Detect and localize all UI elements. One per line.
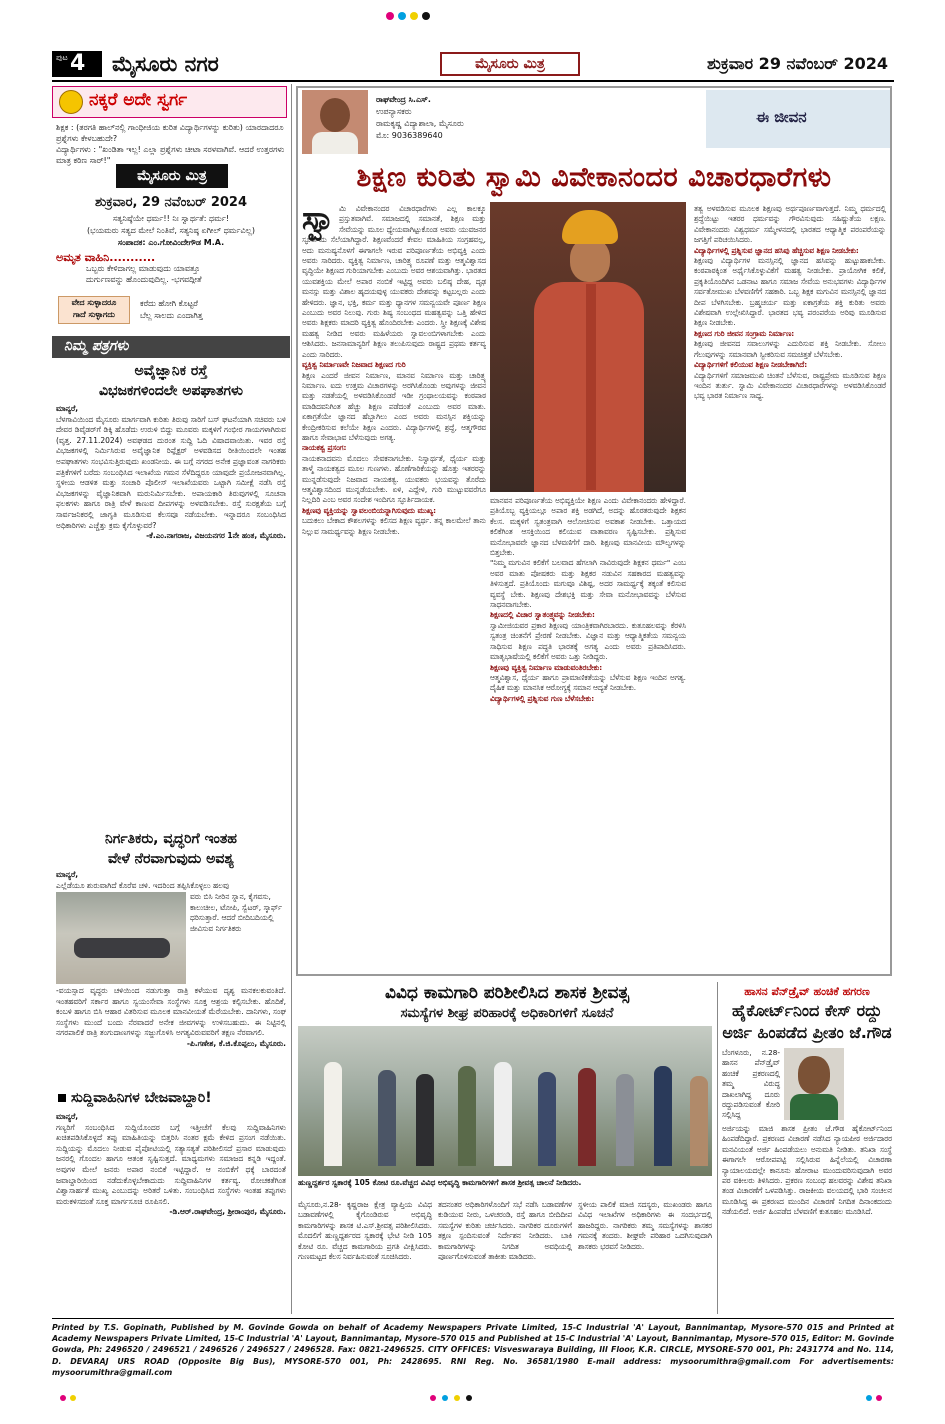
feature-paragraph: ಆತ್ಮವಿಶ್ವಾಸ, ಧೈರ್ಯ ಹಾಗೂ ಪ್ರಾಮಾಣಿಕತೆಯನ್ನು ಬೆಳೆಸುವ ಶಿಕ್ಷಣ ಇಂದಿನ ಅಗತ್ಯ. ದೈಹಿಕ ಮತ್ತು ಮಾನಸಿಕ ಆರೋಗ್ಯಕ್ಕೆ ಸಮಾನ ಆದ್ಯತೆ ನೀಡಬೇಕು. [490,672,686,693]
letters-header [52,336,290,358]
letter-paragraph: ಗಣ್ಯರಿಗೆ ಸಂಬಂಧಿಸಿದ ಸುದ್ದಿಯೊಂದರ ಬಗ್ಗೆ ಇತ್ತೀಚೆಗೆ ಕೆಲವು ಸುದ್ದಿವಾಹಿನಿಗಳು ಖಚಿತಪಡಿಸಿಕೊಳ್ಳದೆ ತಪ್ಪು ಮಾಹಿತಿಯನ್ನು ಬಿತ್ತರಿಸಿ ನಂತರ ಕ್ಷಮೆ ಕೇಳಿದ ಪ್ರಸಂಗ ನಡೆಯಿತು. ಸುದ್ದಿಯನ್ನು ಮೊದಲು ನೀಡುವ ಪೈಪೋಟಿಯಲ್ಲಿ ಸತ್ಯಾಸತ್ಯತೆ ಪರಿಶೀಲಿಸದೆ ಪ್ರಸಾರ ಮಾಡುವುದು ಜನರಲ್ಲಿ ಗೊಂದಲ ಹಾಗೂ ಆತಂಕ ಸೃಷ್ಟಿಸುತ್ತದೆ. ಮಾಧ್ಯಮಗಳು ಸಮಾಜದ ಕನ್ನಡಿ ಇದ್ದಂತೆ. ಅವುಗಳ ಮೇಲೆ ಜನರು ಅಪಾರ ನಂಬಿಕೆ ಇಟ್ಟಿದ್ದಾರೆ. ಆ ನಂಬಿಕೆಗೆ ಧಕ್ಕೆ ಬಾರದಂತೆ ಜವಾಬ್ದಾರಿಯಿಂದ ನಡೆದುಕೊಳ್ಳಬೇಕಾದುದು ಸುದ್ದಿವಾಹಿನಿಗಳ ಕರ್ತವ್ಯ. ರೋಚಕತೆಗಿಂತ ವಿಶ್ವಾಸಾರ್ಹತೆ ಮುಖ್ಯ ಎಂಬುದನ್ನು ಅರಿತರೆ ಒಳಿತು. ಸಂಬಂಧಿಸಿದ ಸಂಸ್ಥೆಗಳು ಇಂತಹ ತಪ್ಪುಗಳು ಮರುಕಳಿಸದಂತೆ ಸೂಕ್ತ ಮಾರ್ಗಸೂಚಿ ರೂಪಿಸಲಿ. [56,1122,286,1206]
registration-mark [876,1395,882,1401]
brand-logo: ಮೈಸೂರು ಮಿತ್ರ [116,164,228,188]
preetham-gowda-photo [784,1048,844,1120]
laughing-face-icon [59,90,83,114]
feature-subhead: ನಾಯಕತ್ವ ಪ್ರಸಂಗ: [302,443,347,453]
proverb-label-line: ಗಾದೆ ಸುಳ್ಳಾಗದು [73,310,115,319]
registration-mark [454,1395,460,1401]
proverb-line: ಕರೆದು ಹೋಗಿ ಕೊಟ್ಟರೆ [140,299,198,308]
news-headline: ಅರ್ಜಿ ಹಿಂಪಡೆದ ಪ್ರೀತಂ ಜೆ.ಗೌಡ [722,1023,892,1042]
letter-body [56,1112,286,1312]
joke-title: ನಕ್ಕರೆ ಅದೇ ಸ್ವರ್ಗ [89,90,188,110]
photo-sleeping-man [56,892,186,984]
brand-motto [56,213,286,249]
joke-line: ಶಿಕ್ಷಕ : (ತರಗತಿ ಹಾಲ್‌ನಲ್ಲಿ ಗಾಂಧೀಜಿಯ ಕುರಿತ ವಿದ್ಯಾರ್ಥಿಗಳನ್ನು ಕುರಿತು) ಯಾರದಾದರೂ ಪ್ರಶ್ನೆಗಳು ಕೇಳಬಹುದೇ? [56,123,284,143]
feature-paragraph: ವಿದ್ಯಾರ್ಥಿಗಳಿಗೆ ಸಮಾಜಮುಖಿ ಚಿಂತನೆ ಬೆಳೆಸುವ, ರಾಷ್ಟ್ರಪ್ರೇಮ ಮೂಡಿಸುವ ಶಿಕ್ಷಣ ಇಂದಿನ ತುರ್ತು. ಸ್ವಾಮಿ ವಿವೇಕಾನಂದರ ವಿಚಾರಧಾರೆಗಳನ್ನು ಅಳವಡಿಸಿಕೊಂಡರೆ ಭವ್ಯ ಭಾರತ ನಿರ್ಮಾಣ ಸಾಧ್ಯ. [694,370,886,401]
joke-body [56,122,286,166]
author-photo [302,90,368,154]
letter-headline: ನಿರ್ಗತಿಕರು, ವೃದ್ಧರಿಗೆ ಇಂತಹ [104,831,237,847]
footer-rule [52,1318,894,1319]
letter-body [56,404,286,780]
feature-column-1 [302,199,486,974]
motto-line: ಸತ್ಯನಿಷ್ಠೆಯೇ ಧರ್ಮ!! ನಿಃ ಸ್ವಾರ್ಥತೆ: ಧರ್ಮ! [112,214,230,223]
feature-subhead: ಶಿಕ್ಷಣವು ವ್ಯಕ್ತಿಯನ್ನು ಸ್ವಾವಲಂಬಿಯನ್ನಾಗಿಸುವುದು ಮುಖ್ಯ: [302,505,437,515]
registration-mark [466,1395,472,1401]
news-photo-caption: ಹುಣ್ಣದ್ದರ್ಶರ ಸ್ವಕಾರಕ್ಕೆ 105 ಕೋಟಿ ರೂ.ವೆಚ್ಚದ ವಿವಿಧ ಅಭಿವೃದ್ಧಿ ಕಾಮಗಾರಿಗಳಿಗೆ ಶಾಸಕ ಶ್ರೀವತ್ಸ ಚಾಲನೆ ನೀಡಿದರು. [298,1178,582,1187]
letters-header-text: ನಿಮ್ಮ ಪತ್ರಗಳು [64,338,129,354]
letter-signature: -ಡಿ.ಆರ್.ರಾಘವೇಂದ್ರ, ಶ್ರೀರಾಂಪುರ, ಮೈಸೂರು. [169,1207,286,1217]
feature-subhead: ವಿದ್ಯಾರ್ಥಿಗಳಲ್ಲಿ ಪ್ರಶ್ನಿಸುವ ಜ್ಞಾನದ ಹಸಿವು ಹೆಚ್ಚಿಸುವ ಶಿಕ್ಷಣ ನೀಡಬೇಕು: [694,245,859,255]
letter-headline: ವಿಭಜಕಗಳಿಂದಲೇ ಅಪಘಾತಗಳು [99,383,243,399]
letter-body [56,986,286,1080]
registration-mark [398,12,406,20]
editor-line: ಸಂಪಾದಕ: ಎಂ.ಗೋವಿಂದೇಗೌಡ M.A. [117,238,225,247]
amrutha-line: ದುರ್ಗುಣವನ್ನು ಹೊಂದುವುದಿಲ್ಲ. -ಭಗವದ್ಗೀತೆ [86,275,202,284]
letter-headline: ಸುದ್ದಿವಾಹಿನಿಗಳ ಬೇಜವಾಬ್ದಾರಿ! [58,1090,212,1106]
letter-signature: -ಕೆ.ಎಂ.ನಾಗರಾಜ, ವಿಜಯನಗರ 1ನೇ ಹಂತ, ಮೈಸೂರು. [146,531,286,541]
author-byline [376,94,464,142]
proverb-label [58,296,130,324]
page-number-box [52,51,102,77]
feature-subhead: ವ್ಯಕ್ತಿತ್ವ ನಿರ್ಮಾಣವೇ ನಿಜವಾದ ಶಿಕ್ಷಣದ ಗುರಿ [302,360,406,370]
page-date: ಶುಕ್ರವಾರ 29 ನವೆಂಬರ್ 2024 [707,54,888,73]
letter-signature: -ಪಿ.ಗಣೇಶ, ಕೆ.ಜಿ.ಕೊಪ್ಪಲು, ಮೈಸೂರು. [186,1038,286,1048]
news-headline: ವಿವಿಧ ಕಾಮಗಾರಿ ಪರಿಶೀಲಿಸಿದ ಶಾಸಕ ಶ್ರೀವತ್ಸ [384,983,629,1003]
registration-mark [70,1395,76,1401]
masthead: ಮೈಸೂರು ಮಿತ್ರ [440,52,580,76]
news-column: ಸ್ಥಳೀಯ ಪಾಲಿಕೆ ಮಾಜಿ ಸದಸ್ಯರು, ಮುಖಂಡರು ಹಾಗೂ ವಿವಿಧ ಇಲಾಖೆಗಳ ಅಧಿಕಾರಿಗಳು ಈ ಸಂದರ್ಭದಲ್ಲಿ ಹಾಜರಿದ್ದರು. ನಾಗರಿಕರು ತಮ್ಮ ಸಮಸ್ಯೆಗಳನ್ನು ಶಾಸಕರ ಗಮನಕ್ಕೆ ತಂದರು. ಶೀಘ್ರವೇ ಪರಿಹಾರ ಒದಗಿಸುವುದಾಗಿ ಶಾಸಕರು ಭರವಸೆ ನೀಡಿದರು. [578,1200,712,1251]
salutation: ಮಾನ್ಯರೆ, [56,404,79,413]
proverb-line: ಬೆಲ್ಲ ಸಾಲದು ಎಂದಾಗಿತ್ತ [140,311,203,320]
news-column: ತದನಂತರ ಅಧಿಕಾರಿಗಳೊಂದಿಗೆ ಸಭೆ ನಡೆಸಿ ಬಡಾವಣೆಗಳ ಕುಡಿಯುವ ನೀರು, ಒಳಚರಂಡಿ, ರಸ್ತೆ ಹಾಗೂ ಬೀದಿದೀಪ ಸಮಸ್ಯೆಗಳ ಕುರಿತು ಚರ್ಚಿಸಿದರು. ನಾಗರಿಕರ ದೂರುಗಳಿಗೆ ತಕ್ಷಣ ಸ್ಪಂದಿಸುವಂತೆ ನಿರ್ದೇಶನ ನೀಡಿದರು. ಬಾಕಿ ಕಾಮಗಾರಿಗಳನ್ನು ನಿಗದಿತ ಅವಧಿಯಲ್ಲಿ ಪೂರ್ಣಗೊಳಿಸುವಂತೆ ತಾಕೀತು ಮಾಡಿದರು. [438,1200,572,1262]
feature-paragraph: ತತ್ವ ಅಳವಡಿಸುವ ಮೂಲಕ ಶಿಕ್ಷಣವು ಅರ್ಥಪೂರ್ಣವಾಗುತ್ತದೆ. ನಿಮ್ಮ ಧರ್ಮದಲ್ಲಿ ಶ್ರದ್ಧೆಯಿಟ್ಟು ಇತರರ ಧರ್ಮವನ್ನು ಗೌರವಿಸುವುದು ಸಹಿಷ್ಣುತೆಯ ಲಕ್ಷಣ. ವಿವೇಕಾನಂದರು ವಿಶ್ವಧರ್ಮ ಸಮ್ಮೇಳನದಲ್ಲಿ ಭಾರತದ ಆಧ್ಯಾತ್ಮಿಕ ಪರಂಪರೆಯನ್ನು ಜಗತ್ತಿಗೆ ಪರಿಚಯಿಸಿದರು. [694,204,886,245]
author-org: ರಾಮಕೃಷ್ಣ ವಿದ್ಯಾಶಾಲಾ, ಮೈಸೂರು [376,119,464,128]
feature-subhead: ವಿದ್ಯಾರ್ಥಿಗಳಲ್ಲಿ ಪ್ರಶ್ನಿಸುವ ಗುಣ ಬೆಳೆಸಬೇಕು: [490,693,595,703]
feature-paragraph: ಸ್ವಾಮೀಜಿಯವರ ಪ್ರಕಾರ ಶಿಕ್ಷಣವು ಯಾಂತ್ರಿಕವಾಗಿರಬಾರದು. ಕುತೂಹಲವನ್ನು ಕೆರಳಿಸಿ ಸ್ವತಂತ್ರ ಚಿಂತನೆಗೆ ಪ್ರೇರಣೆ ನೀಡಬೇಕು. ವಿಜ್ಞಾನ ಮತ್ತು ಆಧ್ಯಾತ್ಮಿಕತೆಯ ಸಮನ್ವಯ ಸಾಧಿಸುವ ಶಿಕ್ಷಣ ಪದ್ಧತಿ ಭಾರತಕ್ಕೆ ಅಗತ್ಯ ಎಂದು ಅವರು ಪ್ರತಿಪಾದಿಸಿದರು. ಮಾತೃಭಾಷೆಯಲ್ಲಿ ಕಲಿಕೆಗೆ ಅವರು ಒತ್ತು ನೀಡಿದ್ದರು. [490,620,686,662]
author-phone: ಮೊ: 9036389640 [376,131,443,140]
drop-cap: ಸ್ವಾ [302,199,337,237]
letter-paragraph: ಬೆಳಗಾವಿಯಿಂದ ಮೈಸೂರು ಮಾರ್ಗವಾಗಿ ಕುರಿತು ತಿರುವು ಸಾರಿಗೆ ಬಸ್ ಘಟನೆಯಾಗಿ ಸಚಿವರು ಬಳಿ ದೇವರ ಡಿವೈಡರ್‌ಗೆ ಡಿಕ್ಕಿ ಹೊಡೆದು ಉರುಳಿ ಬಿದ್ದು ಮೂವರು ಮಕ್ಕಳಿಗೆ ಗಂಭೀರ ಗಾಯಗಳಾಗಿರುವ (ವೃತ್ತ. 27.11.2024) ಅವಘಡದ ದುರಂತ ಸುದ್ದಿ ಓದಿ ವಿಷಾದವಾಯಿತು. ಇವರ ರಸ್ತೆ ವಿಭಜಕಗಳಲ್ಲಿ ನಿರ್ಮಿಸಿರುವ ಅವೈಜ್ಞಾನಿಕ ರಿಫ್ಲೆಕ್ಟರ್ ಅಳವಡಿಸದ ರೀತಿಯಿಂದಲೇ ಇಂತಹ ಅಪಘಾತಗಳು ಸಂಭವಿಸುತ್ತಿರುವುದು ಖಂಡನೀಯ. ಈ ಬಗ್ಗೆ ನಗರದ ಅನೇಕ ಪ್ರಜ್ಞಾವಂತ ನಾಗರಿಕರು ಪತ್ರಿಕೆಗಳಿಗೆ ಬರೆದು ಸಂಬಂಧಿಸಿದ ಇಲಾಖೆಯ ಗಮನ ಸೆಳೆದಿದ್ದರೂ ಯಾವುದೇ ಪ್ರಯೋಜನವಾಗಿಲ್ಲ. ಸ್ಥಳೀಯ ಆಡಳಿತ ಮತ್ತು ಸಂಚಾರಿ ಪೊಲೀಸ್ ಇಲಾಖೆಯವರು ಒಟ್ಟಾಗಿ ಸಮೀಕ್ಷೆ ನಡೆಸಿ ರಸ್ತೆ ವಿಭಜಕಗಳನ್ನು ವೈಜ್ಞಾನಿಕವಾಗಿ ಮರುನಿರ್ಮಿಸಬೇಕು. ಅಪಾಯಕಾರಿ ತಿರುವುಗಳಲ್ಲಿ ಸೂಚನಾ ಫಲಕಗಳು ಹಾಗೂ ರಾತ್ರಿ ವೇಳೆ ಕಾಣುವ ದೀಪಗಳನ್ನು ಅಳವಡಿಸಬೇಕು. ರಸ್ತೆ ಸುರಕ್ಷತೆಯ ಬಗ್ಗೆ ಸಾರ್ವಜನಿಕರಲ್ಲಿ ಜಾಗೃತಿ ಮೂಡಿಸುವ ಕೆಲಸವೂ ನಡೆಯಬೇಕು. ಇನ್ನಾದರೂ ಸಂಬಂಧಿಸಿದ ಅಧಿಕಾರಿಗಳು ಎಚ್ಚೆತ್ತು ಕ್ರಮ ಕೈಗೊಳ್ಳುವರೆ? [56,414,286,530]
feature-column-2 [490,496,686,974]
feature-paragraph: ನಾಯಕನಾದವನು ಮೊದಲು ಸೇವಕನಾಗಬೇಕು. ನಿಸ್ವಾರ್ಥತೆ, ಧೈರ್ಯ ಮತ್ತು ತಾಳ್ಮೆ ನಾಯಕತ್ವದ ಮೂಲ ಗುಣಗಳು. ಹೊಣೆಗಾರಿಕೆಯನ್ನು ಹೊತ್ತು ಇತರರನ್ನು ಮುನ್ನಡೆಸುವುದೇ ನಿಜವಾದ ನಾಯಕತ್ವ. ಯುವಕರು ಭಯವನ್ನು ತೊರೆದು ಆತ್ಮವಿಶ್ವಾಸದಿಂದ ಮುನ್ನಡೆಯಬೇಕು. ಏಳಿ, ಎದ್ದೇಳಿ, ಗುರಿ ಮುಟ್ಟುವವರೆಗೂ ನಿಲ್ಲದಿರಿ ಎಂಬ ಅವರ ಸಂದೇಶ ಇಂದಿಗೂ ಸ್ಫೂರ್ತಿದಾಯಕ. [302,453,486,505]
feature-paragraph: ಶಿಕ್ಷಣವು ವಿದ್ಯಾರ್ಥಿಗಳ ಮನಸ್ಸಿನಲ್ಲಿ ಜ್ಞಾನದ ಹಸಿವನ್ನು ಹುಟ್ಟುಹಾಕಬೇಕು. ಕಂಠಪಾಠಕ್ಕಿಂತ ಅರ್ಥೈಸಿಕೊಳ್ಳುವಿಕೆಗೆ ಮಹತ್ವ ನೀಡಬೇಕು. ಪ್ರಾಯೋಗಿಕ ಕಲಿಕೆ, ಪ್ರಕೃತಿಯೊಂದಿಗಿನ ಒಡನಾಟ ಹಾಗೂ ಸಮಾಜ ಸೇವೆಯ ಅನುಭವಗಳು ವಿದ್ಯಾರ್ಥಿಗಳ ಸರ್ವತೋಮುಖ ಬೆಳವಣಿಗೆಗೆ ಸಹಕಾರಿ. ಒಬ್ಬ ಶಿಕ್ಷಕ ಮಗುವಿನ ಮನಸ್ಸಿನಲ್ಲಿ ಜ್ಞಾನದ ದೀಪ ಬೆಳಗಿಸಬೇಕು. ಬ್ರಹ್ಮಚರ್ಯ ಮತ್ತು ಏಕಾಗ್ರತೆಯ ಶಕ್ತಿ ಕುರಿತು ಅವರು ವಿಶೇಷವಾಗಿ ಉಲ್ಲೇಖಿಸಿದ್ದಾರೆ. ಭಾರತದ ಭವ್ಯ ಪರಂಪರೆಯ ಅರಿವು ಮೂಡಿಸುವ ಶಿಕ್ಷಣ ನೀಡಬೇಕು. [694,256,886,328]
news-column: ಅರ್ಜಿಯನ್ನು ಮಾಜಿ ಶಾಸಕ ಪ್ರೀತಂ ಜೆ.ಗೌಡ ಹೈಕೋರ್ಟ್‌ನಿಂದ ಹಿಂಪಡೆದಿದ್ದಾರೆ. ಪ್ರಕರಣದ ವಿಚಾರಣೆ ನಡೆಸಿದ ನ್ಯಾಯಪೀಠ ಅರ್ಜಿದಾರರ ಮನವಿಯಂತೆ ಅರ್ಜಿ ಹಿಂಪಡೆಯಲು ಅನುಮತಿ ನೀಡಿತು. ತನಿಖಾ ಸಂಸ್ಥೆ ಈಗಾಗಲೇ ಆರೋಪಪಟ್ಟಿ ಸಲ್ಲಿಸಿರುವ ಹಿನ್ನೆಲೆಯಲ್ಲಿ ವಿಚಾರಣಾ ನ್ಯಾಯಾಲಯದಲ್ಲೇ ಕಾನೂನು ಹೋರಾಟ ಮುಂದುವರಿಸುವುದಾಗಿ ಅವರ ಪರ ವಕೀಲರು ತಿಳಿಸಿದರು. ಪ್ರಕರಣ ಸಂಬಂಧ ಹಲವರನ್ನು ವಿಶೇಷ ತನಿಖಾ ತಂಡ ವಿಚಾರಣೆಗೆ ಒಳಪಡಿಸಿತ್ತು. ರಾಜಕೀಯ ವಲಯದಲ್ಲಿ ಭಾರಿ ಸಂಚಲನ ಮೂಡಿಸಿದ್ದ ಈ ಪ್ರಕರಣದ ಮುಂದಿನ ವಿಚಾರಣೆ ನಿಗದಿತ ದಿನಾಂಕದಂದು ನಡೆಯಲಿದೆ. ಅರ್ಜಿ ಹಿಂಪಡೆದ ಬೆಳವಣಿಗೆ ಕುತೂಹಲ ಮೂಡಿಸಿದೆ. [722,1124,892,1217]
registration-mark [60,1395,66,1401]
section-title: ಮೈಸೂರು ನಗರ [112,52,219,76]
feature-paragraph: "ನಿಮ್ಮ ಮಗುವಿನ ಕಲಿಕೆಗೆ ಬಲವಾದ ಹೆಗಲಾಗಿ ನಾವಿರುವುದೇ ಶಿಕ್ಷಕನ ಧರ್ಮ" ಎಂಬ ಅವರ ಮಾತು ಪೋಷಕರು ಮತ್ತು ಶಿಕ್ಷಕರ ನಡುವಿನ ಸಹಕಾರದ ಮಹತ್ವವನ್ನು ತಿಳಿಸುತ್ತದೆ. ಪ್ರತಿಯೊಂದು ಮಗುವೂ ವಿಶಿಷ್ಟ, ಅದರ ಸಾಮರ್ಥ್ಯಕ್ಕೆ ತಕ್ಕಂತೆ ಕಲಿಸುವ ವ್ಯವಸ್ಥೆ ಬೇಕು. ಶಿಕ್ಷಣವು ದೇಶಭಕ್ತಿ ಮತ್ತು ಸೇವಾ ಮನೋಭಾವವನ್ನು ಬೆಳೆಸುವ ಸಾಧನವಾಗಬೇಕು. [490,558,686,610]
feature-subhead: ವಿದ್ಯಾರ್ಥಿಗಳಿಗೆ ಕಲಿಯುವ ಶಿಕ್ಷಣ ನೀಡಬೇಕಾಗಿದೆ: [694,360,808,370]
feature-paragraph: ಮಾನವನ ಪರಿಪೂರ್ಣತೆಯ ಅಭಿವ್ಯಕ್ತಿಯೇ ಶಿಕ್ಷಣ ಎಂದು ವಿವೇಕಾನಂದರು ಹೇಳಿದ್ದಾರೆ. ಪ್ರತಿಯೊಬ್ಬ ವ್ಯಕ್ತಿಯಲ್ಲೂ ಅಪಾರ ಶಕ್ತಿ ಅಡಗಿದೆ, ಅದನ್ನು ಹೊರತರುವುದೇ ಶಿಕ್ಷಕನ ಕೆಲಸ. ಮಕ್ಕಳಿಗೆ ಸ್ವತಂತ್ರವಾಗಿ ಆಲೋಚಿಸುವ ಅವಕಾಶ ನೀಡಬೇಕು. ಒತ್ತಾಯದ ಕಲಿಕೆಗಿಂತ ಆಸಕ್ತಿಯಿಂದ ಕಲಿಯುವ ವಾತಾವರಣ ಸೃಷ್ಟಿಸಬೇಕು. ಪ್ರಶ್ನಿಸುವ ಮನೋಭಾವವೇ ಜ್ಞಾನದ ಬೆಳವಣಿಗೆಗೆ ದಾರಿ. ಶಿಕ್ಷಣವು ಮಾನವೀಯ ಮೌಲ್ಯಗಳನ್ನು ಬಿತ್ತಬೇಕು. [490,496,686,558]
news-headline: ಹೈಕೋರ್ಟ್‌ನಿಂದ ಕೇಸ್ ರದ್ದು [732,1001,882,1020]
swami-vivekananda-photo [490,202,686,492]
proverb-label-line: ವೇದ ಸುಳ್ಳಾದರೂ [71,298,117,307]
feature-headline: ಶಿಕ್ಷಣ ಕುರಿತು ಸ್ವಾಮಿ ವಿವೇಕಾನಂದರ ವಿಚಾರಧಾರೆಗಳು [300,158,888,198]
letter-paragraph: ಎಲ್ಲೆಡೆಯೂ ಶುರುವಾಗಿದೆ ಕೊರೆವ ಚಳಿ. ಇದರಿಂದ ತಪ್ಪಿಸಿಕೊಳ್ಳಲು ಹಲವು [56,880,230,890]
imprint-line: Printed by T.S. Gopinath, Published by M. Govinde Gowda on behalf of Academy Newspapers Private Limited, 15-C Industrial 'A' Layout, Bannimantap, Mysore-570 015 and Printed at Academy Newspapers Private Limited, 15-C Industrial 'A' Layout, Bannimantap, Mysore-570 015 and Published at 15-C Industrial 'A' Layout, Bannimantap, Mysore-570 015, Editor: M. Govinde Gowda, Ph: 2496520 / 2496521 / 2496526 / 2496527 / 2496528. Fax: 0821-2496525. CITY OFFICES: Visveswaraya Building, III Floor, K.R. CIRCLE, MYSORE-570 001, Ph: 2431774 and No. 114, D. DEVARAJ URS ROAD (Opposite Big Bus), MYSORE-570 001, Ph: 2428695. RNI Reg. No. 36581/1980 E-mail address: mysoorumithra@gmail.com For advertisements: mysoorumithra@gmail.com [52,1323,894,1377]
news-column [848,1048,892,1122]
registration-mark [866,1395,872,1401]
feature-column-3 [694,204,886,974]
news-photo-inspection [298,1026,712,1176]
salutation: ಮಾನ್ಯರೆ, [56,870,79,879]
salutation: ಮಾನ್ಯರೆ, [56,1112,79,1121]
amrutha-title: ಅಮೃತ ವಾಹಿನಿ........... [56,252,156,264]
registration-mark [422,12,430,20]
amrutha-line: ಒಬ್ಬರು ಕೇಳಿದಾಗಲ್ಲ ಮಾಡುವುದು ಯಾವತ್ತೂ [86,264,201,273]
joke-banner [52,86,287,118]
registration-mark [410,12,418,20]
feature-subhead: ಶಿಕ್ಷಣದಲ್ಲಿ ವಿಚಾರ ಸ್ವಾತಂತ್ರ್ಯವನ್ನು ನೀಡಬೇಕು: [490,610,595,620]
feature-paragraph: ಶಿಕ್ಷಣವು ಜೀವನದ ಸವಾಲುಗಳನ್ನು ಎದುರಿಸುವ ಶಕ್ತಿ ನೀಡಬೇಕು. ಸೋಲು ಗೆಲುವುಗಳನ್ನು ಸಮಾನವಾಗಿ ಸ್ವೀಕರಿಸುವ ಸಮಚಿತ್ತತೆ ಬೆಳೆಸಬೇಕು. [694,339,886,359]
registration-mark [442,1395,448,1401]
feature-paragraph: ಮಿ ವಿವೇಕಾನಂದರ ವಿಚಾರಧಾರೆಗಳು ಎಲ್ಲ ಕಾಲಕ್ಕೂ ಪ್ರಸ್ತುತವಾಗಿವೆ. ಸಮಾಜದಲ್ಲಿ ಸಮಾನತೆ, ಶಿಕ್ಷಣ ಮತ್ತು ಸೇವೆಯನ್ನು ಮೂಲ ಧ್ಯೇಯವಾಗಿಟ್ಟುಕೊಂಡ ಅವರು ಯುವಜನರ ಸ್ಫೂರ್ತಿಯ ಸೆಲೆಯಾಗಿದ್ದಾರೆ. ಶಿಕ್ಷಣವೆಂದರೆ ಕೇವಲ ಮಾಹಿತಿಯ ಸಂಗ್ರಹವಲ್ಲ, ಅದು ಮನುಷ್ಯನೊಳಗೆ ಈಗಾಗಲೇ ಇರುವ ಪರಿಪೂರ್ಣತೆಯ ಅಭಿವ್ಯಕ್ತಿ ಎಂದು ಅವರು ಸಾರಿದರು. ವ್ಯಕ್ತಿತ್ವ ನಿರ್ಮಾಣ, ಚಾರಿತ್ರ್ಯ ರೂಪಣೆ ಮತ್ತು ಆತ್ಮವಿಶ್ವಾಸದ ವೃದ್ಧಿಯೇ ಶಿಕ್ಷಣದ ಗುರಿಯಾಗಬೇಕು ಎಂಬುದು ಅವರ ಆಶಯವಾಗಿತ್ತು. ಭಾರತದ ಯುವಶಕ್ತಿಯ ಮೇಲೆ ಅಪಾರ ನಂಬಿಕೆ ಇಟ್ಟಿದ್ದ ಅವರು ಬಲಿಷ್ಠ ದೇಹ, ದೃಢ ಮನಸ್ಸು ಮತ್ತು ವಿಶಾಲ ಹೃದಯವುಳ್ಳ ಯುವಕರು ದೇಶವನ್ನು ಕಟ್ಟಬಲ್ಲರು ಎಂದು ಹೇಳಿದರು. ಜ್ಞಾನ, ಭಕ್ತಿ, ಕರ್ಮ ಮತ್ತು ಧ್ಯಾನಗಳ ಸಮನ್ವಯವೇ ಪೂರ್ಣ ಶಿಕ್ಷಣ ಎಂಬುದು ಅವರ ನಿಲುವು. ಗುರು ಶಿಷ್ಯ ಸಂಬಂಧದ ಮಹತ್ವವನ್ನು ಒತ್ತಿ ಹೇಳಿದ ಅವರು ಶಿಕ್ಷಕರು ಮಾದರಿ ವ್ಯಕ್ತಿತ್ವ ಹೊಂದಿರಬೇಕು ಎಂದರು. ಸ್ತ್ರೀ ಶಿಕ್ಷಣಕ್ಕೆ ವಿಶೇಷ ಮಹತ್ವ ನೀಡಿದ ಅವರು ಮಹಿಳೆಯರು ಸ್ವಾವಲಂಬಿಗಳಾಗಬೇಕು ಎಂದು ಆಶಿಸಿದರು. ಜನಸಾಮಾನ್ಯರಿಗೆ ಶಿಕ್ಷಣ ತಲುಪಿಸುವುದು ರಾಷ್ಟ್ರದ ಪ್ರಥಮ ಕರ್ತವ್ಯ ಎಂದು ಸಾರಿದರು. [302,204,486,359]
column-divider [717,982,718,1314]
motto-line: (ಭಯಮರು ಸತ್ಯದ ಮೇಲೆ ನಿಂತಿವೆ, ಸತ್ಯನಿಷ್ಠ ಏಗೀಲ್‌ ಧರ್ಮವಿಲ್ಲ) [87,226,255,235]
column-name: ಈ ಜೀವನ [756,108,807,126]
registration-mark [430,1395,436,1401]
registration-mark [386,12,394,20]
news-column: ಬೆಂಗಳೂರು, ನ.28-ಹಾಸನ ಪೆನ್‌ಡ್ರೈವ್ ಹಂಚಿಕೆ ಪ್ರಕರಣದಲ್ಲಿ ತಮ್ಮ ವಿರುದ್ಧ ದಾಖಲಾಗಿದ್ದ ದೂರು ರದ್ದುಪಡಿಸುವಂತೆ ಕೋರಿ ಸಲ್ಲಿಸಿದ್ದ [722,1048,780,1120]
letter-side-text: ವರು ಬಿಸಿ ನೀರಿನ ಸ್ನಾನ, ಕೈಗವಸು, ಕಾಲುಚೀಲ, ಟೋಪಿ, ಸ್ವೆಟರ್, ಸ್ಕಾರ್ಫ್ ಧರಿಸುತ್ತಾರೆ. ಆದರೆ ಬೀದಿಬದಿಯಲ್ಲಿ ಜೀವಿಸುವ ನಿರ್ಗತಿಕರು [190,892,282,933]
news-subheadline: ಸಮಸ್ಯೆಗಳ ಶೀಘ್ರ ಪರಿಹಾರಕ್ಕೆ ಅಧಿಕಾರಿಗಳಿಗೆ ಸೂಚನೆ [400,1006,614,1021]
column-divider [291,84,292,1314]
page-number: 4 [70,51,86,76]
amrutha-vahini [56,252,286,292]
letter-headline: ಅವೈಜ್ಞಾನಿಕ ರಸ್ತೆ [134,363,208,379]
feature-paragraph: ಶಿಕ್ಷಣ ಎಂದರೆ ಜೀವನ ನಿರ್ಮಾಣ, ಮಾನವ ನಿರ್ಮಾಣ ಮತ್ತು ಚಾರಿತ್ರ್ಯ ನಿರ್ಮಾಣ. ಐದು ಉತ್ತಮ ವಿಚಾರಗಳನ್ನು ಅರಗಿಸಿಕೊಂಡು ಅವುಗಳನ್ನು ಜೀವನ ಮತ್ತು ನಡತೆಯಲ್ಲಿ ಅಳವಡಿಸಿಕೊಂಡರೆ ಇಡೀ ಗ್ರಂಥಾಲಯವನ್ನು ಕಂಠಪಾಠ ಮಾಡಿದವನಿಗಿಂತ ಹೆಚ್ಚು ಶಿಕ್ಷಣ ಪಡೆದಂತೆ ಎಂಬುದು ಅವರ ಮಾತು. ಏಕಾಗ್ರತೆಯೇ ಜ್ಞಾನದ ಹೆಬ್ಬಾಗಿಲು ಎಂದ ಅವರು ಮನಸ್ಸಿನ ಶಕ್ತಿಯನ್ನು ಕೇಂದ್ರೀಕರಿಸುವ ಕಲೆಯೇ ಶಿಕ್ಷಣ ಎಂದರು. ವಿದ್ಯಾರ್ಥಿಗಳಲ್ಲಿ ಶ್ರದ್ಧೆ, ಆತ್ಮಗೌರವ ಹಾಗೂ ಸೇವಾಭಾವ ಬೆಳೆಸುವುದು ಅಗತ್ಯ. [302,370,486,442]
letter-headline: ವೇಳೆ ನೆರವಾಗುವುದು ಅವಶ್ಯ [108,851,234,867]
header-rule [52,80,894,82]
letter-intro [56,870,286,892]
author-role: ಉಪನ್ಯಾಸಕರು [376,107,412,116]
feature-subhead: ಶಿಕ್ಷಣವು ವ್ಯಕ್ತಿತ್ವ ನಿರ್ಮಾಣ ಮಾಡುವಂತಿರಬೇಕು: [490,662,603,672]
brand-date: ಶುಕ್ರವಾರ, 29 ನವೆಂಬರ್ 2024 [95,195,247,210]
feature-paragraph: ಬದುಕಲು ಬೇಕಾದ ಕೌಶಲಗಳನ್ನು ಕಲಿಸದ ಶಿಕ್ಷಣ ವ್ಯರ್ಥ. ತನ್ನ ಕಾಲಮೇಲೆ ತಾನು ನಿಲ್ಲುವ ಸಾಮರ್ಥ್ಯವನ್ನು ಶಿಕ್ಷಣ ನೀಡಬೇಕು. [302,516,486,536]
column-badge [706,90,890,148]
joke-line: ವಿದ್ಯಾರ್ಥಿಗಳು : "ಖಂಡಿತಾ ಇಲ್ಲ! ಎಲ್ಲಾ ಪ್ರಶ್ನೆಗಳು ಚೀಟಾ ಸರಳವಾಗಿವೆ. ಆದರೆ ಉತ್ತರಗಳು ಮಾತ್ರ ಕಠಿಣ ಸಾರ್!" [56,145,285,165]
author-name: ರಾಘವೇಂದ್ರ ಸಿ.ಎಸ್. [376,95,431,104]
page-label: ಪುಟ [56,53,68,62]
proverb-text [140,298,286,322]
news-kicker: ಹಾಸನ ಪೆನ್‌ಡ್ರೈವ್ ಹಂಚಿಕೆ ಹಗರಣ [744,985,870,998]
news-column: ಮೈಸೂರು,ನ.28- ಕೃಷ್ಣರಾಜ ಕ್ಷೇತ್ರ ವ್ಯಾಪ್ತಿಯ ವಿವಿಧ ಬಡಾವಣೆಗಳಲ್ಲಿ ಕೈಗೊಂಡಿರುವ ಅಭಿವೃದ್ಧಿ ಕಾಮಗಾರಿಗಳನ್ನು ಶಾಸಕ ಟಿ.ಎಸ್.ಶ್ರೀವತ್ಸ ಪರಿಶೀಲಿಸಿದರು. ಮೊದಲಿಗೆ ಹುಣ್ಣದ್ದರ್ಶರದ ಸ್ವಕಾರಕ್ಕೆ ಭೇಟಿ ನೀಡಿ 105 ಕೋಟಿ ರೂ. ವೆಚ್ಚದ ಕಾಮಗಾರಿಯ ಪ್ರಗತಿ ವೀಕ್ಷಿಸಿದರು. ಗುಣಮಟ್ಟದ ಕೆಲಸ ನಿರ್ವಹಿಸುವಂತೆ ಸೂಚಿಸಿದರು. [298,1200,432,1262]
letter-paragraph: -ವಯಸ್ಸಾದ ವೃದ್ಧರು ಚಳಿಯಿಂದ ನಡುಗುತ್ತಾ ರಾತ್ರಿ ಕಳೆಯುವ ದೃಶ್ಯ ಮನಕಲಕುವಂತಿದೆ. ಇಂತಹವರಿಗೆ ಸರ್ಕಾರ ಹಾಗೂ ಸ್ವಯಂಸೇವಾ ಸಂಸ್ಥೆಗಳು ಸೂಕ್ತ ಆಶ್ರಯ ಕಲ್ಪಿಸಬೇಕು. ಹೊದಿಕೆ, ಕಂಬಳಿ ಹಾಗೂ ಬಿಸಿ ಆಹಾರ ವಿತರಿಸುವ ಮೂಲಕ ಮಾನವೀಯತೆ ಮೆರೆಯಬೇಕು. ದಾನಿಗಳು, ಸಂಘ ಸಂಸ್ಥೆಗಳು ಮುಂದೆ ಬಂದು ನೆರವಾದರೆ ಅನೇಕ ಜೀವಗಳನ್ನು ಉಳಿಸಬಹುದು. ಈ ನಿಟ್ಟಿನಲ್ಲಿ ನಗರಪಾಲಿಕೆ ರಾತ್ರಿ ತಂಗುದಾಣಗಳನ್ನು ಸಜ್ಜುಗೊಳಿಸಿ ಅಗತ್ಯವಿರುವವರಿಗೆ ತಕ್ಷಣ ನೆರವಾಗಲಿ. [56,986,286,1038]
feature-subhead: ಶಿಕ್ಷಣದ ಗುರಿ ಜೀವನ ಸಂಗ್ರಾಮ ನಿರ್ಮಾಣ: [694,328,795,338]
